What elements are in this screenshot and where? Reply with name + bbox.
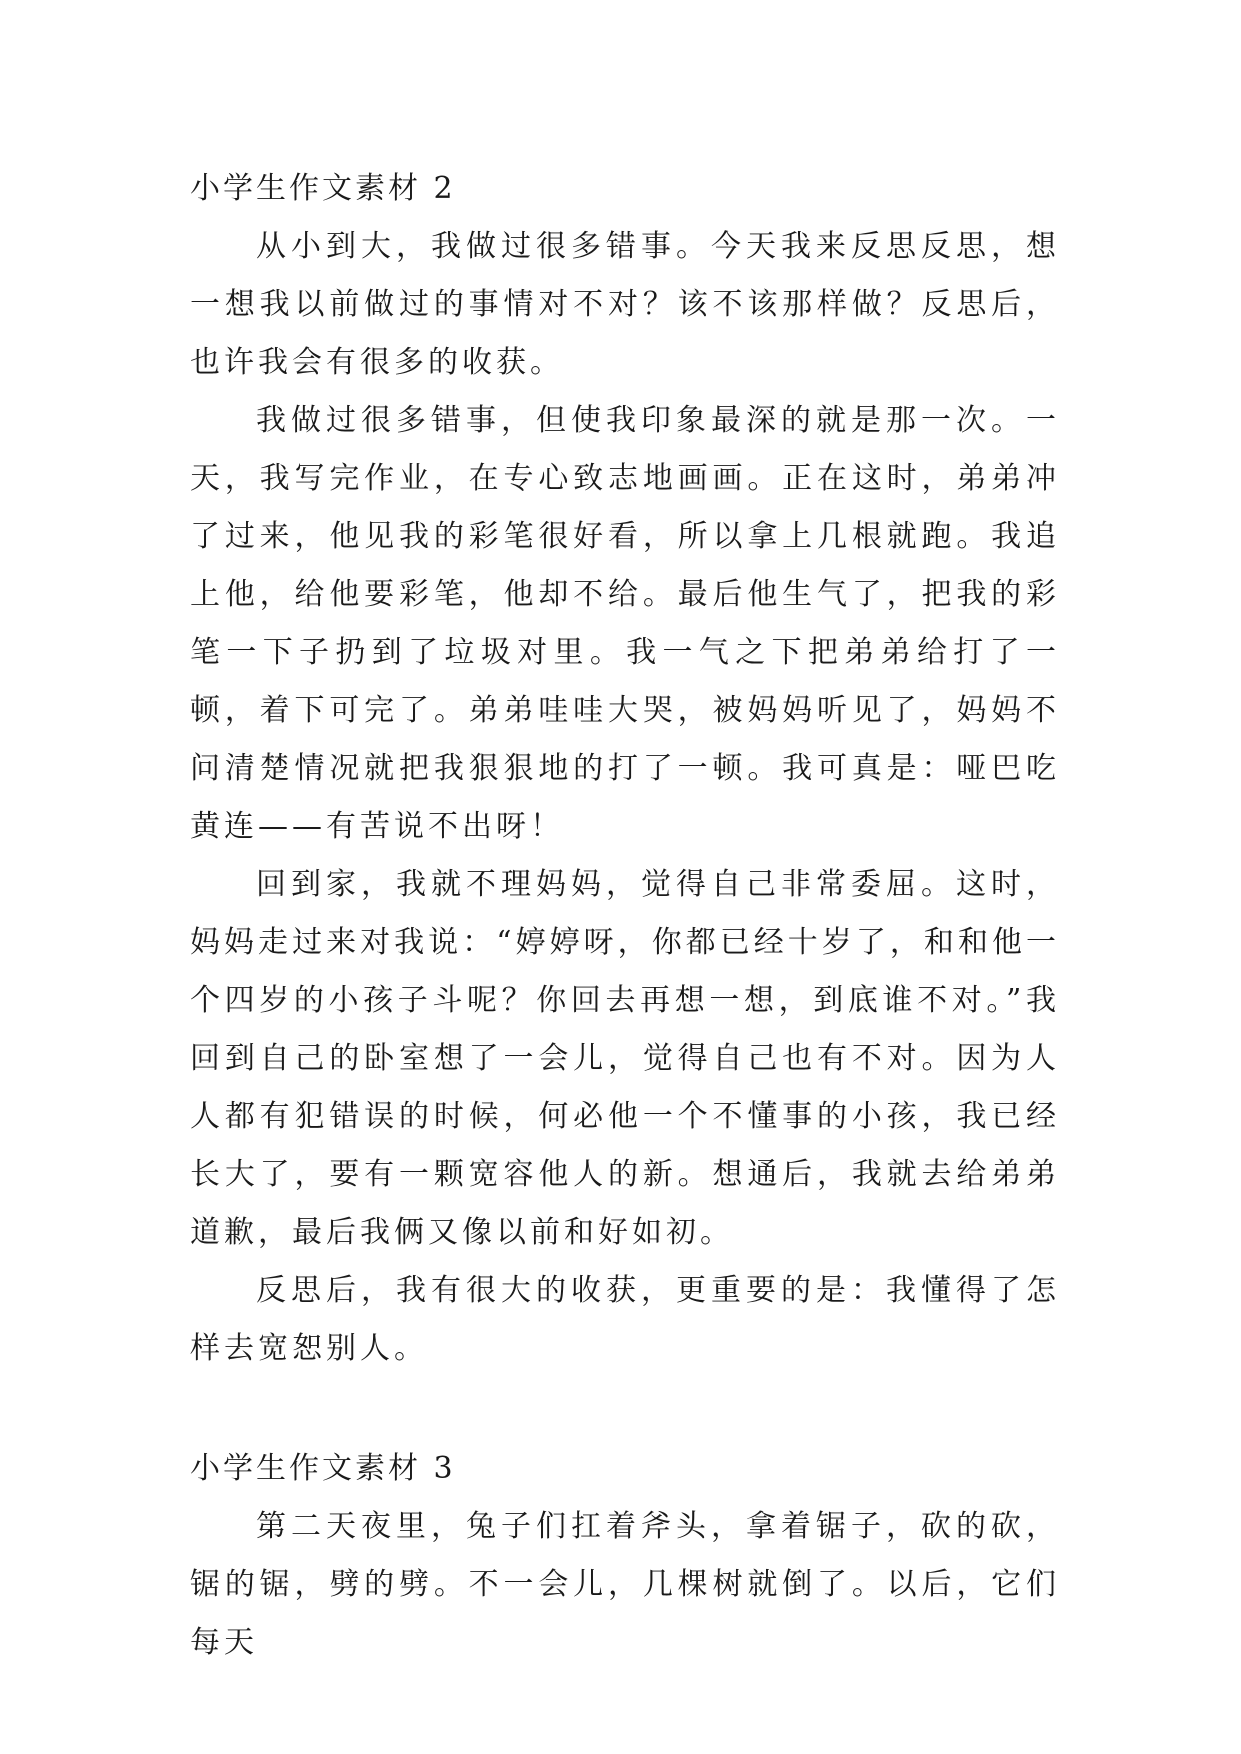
paragraph: 反思后，我有很大的收获，更重要的是：我懂得了怎样去宽恕别人。 xyxy=(190,1273,1060,1366)
paragraph: 我做过很多错事，但使我印象最深的就是那一次。一天，我写完作业，在专心致志地画画。正在这时，弟弟冲了过来，他见我的彩笔很好看，所以拿上几根就跑。我追上他，给他要彩笔，他却不给。最后他生气了，把我的彩笔一下子扔到了垃圾对里。我一气之下把弟弟给打了一顿，着下可完了。弟弟哇哇大哭，被妈妈听见了，妈妈不问清楚情况就把我狠狠地的打了一顿。我可真是：哑巴吃黄连——有苦说不出呀！ xyxy=(190,403,1060,844)
document-body xyxy=(190,160,1060,1672)
essay-section-2 xyxy=(190,160,1060,1378)
paragraph: 从小到大，我做过很多错事。今天我来反思反思，想一想我以前做过的事情对不对？该不该那样做？反思后，也许我会有很多的收获。 xyxy=(190,229,1060,380)
section-heading: 小学生作文素材 3 xyxy=(190,1451,456,1486)
section-heading: 小学生作文素材 2 xyxy=(190,171,456,206)
paragraph: 第二天夜里，兔子们扛着斧头，拿着锯子，砍的砍，锯的锯，劈的劈。不一会儿，几棵树就倒了。以后，它们每天 xyxy=(190,1509,1060,1660)
paragraph: 回到家，我就不理妈妈，觉得自己非常委屈。这时，妈妈走过来对我说：“婷婷呀，你都已经十岁了，和和他一个四岁的小孩子斗呢？你回去再想一想，到底谁不对。”我回到自己的卧室想了一会儿，觉得自己也有不对。因为人人都有犯错误的时候，何必他一个不懂事的小孩，我已经长大了，要有一颗宽容他人的新。想通后，我就去给弟弟道歉，最后我俩又像以前和好如初。 xyxy=(190,867,1060,1250)
essay-section-3 xyxy=(190,1440,1060,1672)
